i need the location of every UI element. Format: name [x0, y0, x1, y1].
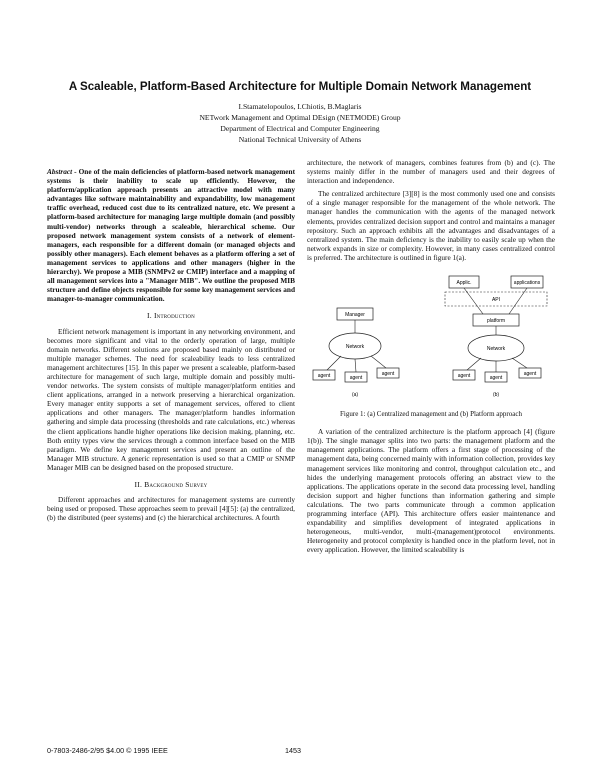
section-heading-introduction: I. Introduction: [147, 311, 195, 321]
right-paragraph-2: The centralized architecture [3][8] is the most commonly used one and consists of a single manager responsible for the management of the whole network. The manager handles the communication with the agents of the managed network elements, provides centralized decision support and control and maintains a manager repository. Such an approach exhibits all the advantages and disadvantages of a centralized system. The main deficiency is the inability to easily scale up when the network expands in size or complexity. However, in many cases centralized control is preferred. The architecture is outlined in figure 1(a).: [307, 189, 555, 262]
left-column: [47, 167, 295, 526]
abstract: [47, 167, 295, 303]
figure-1a-label: (a): [351, 392, 359, 399]
link-a-3: [355, 359, 356, 372]
author-block: [120, 101, 480, 145]
author-university: National Technical University of Athens: [238, 135, 362, 144]
figure-1-diagram: [307, 268, 555, 408]
agent-label-a3: agent: [381, 371, 395, 378]
agent-label-b1: agent: [457, 373, 471, 380]
agent-label-b3: agent: [523, 371, 537, 378]
api-label: API: [491, 297, 501, 304]
right-paragraph-3: A variation of the centralized architecture is the platform approach [4] (figure 1(b)). The single manager splits into two parts: the management platform and the management applications. The platform offers a first stage of processing of the management data, being concerned mainly with information collection, provides key management services like monitoring and control, throughput calculation etc., and hides the underlying management protocols offering an abstract view to the applications. The applications operate in the second data processing level, handling decision support and higher functions than information gathering and simple calculations. The two parts communicate through a common application programming interface (API). This architecture offers easier maintenance and expandability and simplifies development of integrated applications in heterogeneous, multi-vendor, multi-(management)protocol environments. Heterogeneity and protocol complexity is handled once in the platform level, not in every application. However, the limited scaleability is: [307, 427, 555, 555]
link-b-6: [512, 358, 527, 368]
abstract-text: - One of the main deficiencies of platform-based network management systems is their inability to scale up efficiently. However, the platform/application approach presents an attractive model with many advantages like software maintainability and expandability, low management traffic overhead, reduced cost due to its centralized nature, etc. We present a platform-based architecture for managing large multiple domain (and possibly multi-vendor) networks through a scaleable, hierarchical scheme. Our proposed network management system consists of a network of element-managers, each responsible for a different domain (or managed objects and possibly other managers). Each element behaves as a platform offering a set of management services to applications and other managers (higher in the hierarchy). We propose a MIB (SNMPv2 or CMIP) interface and a mapping of all management services into a "Manager MIB". We outline the proposed MIB structure and define objects responsible for some key management services and manager-to-manager communication.: [47, 167, 295, 304]
right-paragraph-1: architecture, the network of managers, combines features from (b) and (c). The systems mainly differ in the number of managers used and their degrees of interaction and independence.: [307, 158, 555, 186]
figure-1: [307, 268, 555, 408]
abstract-label: Abstract: [47, 167, 73, 176]
page-number: 1453: [285, 746, 301, 755]
author-department: Department of Electrical and Computer Engineering: [220, 124, 380, 133]
figure-1b-label: (b): [492, 392, 500, 399]
link-a-2: [327, 356, 341, 370]
background-paragraph: Different approaches and architectures for management systems are currently being used or proposed. These approaches seem to prevail [4][5]: (a) the centralized, (b) the distributed (peer systems) and (c) the hierarchical architectures. A fourth: [47, 495, 295, 523]
figure-1b: [445, 276, 547, 398]
author-group: NETwork Management and Optimal DEsign (NETMODE) Group: [199, 113, 401, 122]
link-b-4: [467, 358, 481, 370]
platform-label: platform: [486, 318, 506, 325]
figure-1a: [313, 308, 399, 398]
introduction-paragraph: Efficient network management is important in any networking environment, and becomes more significant and vital to the orderly operation of large, multiple domain networks. Different solutions are proposed based mainly on distributed or multiple manager schemes. The need for scaleability leads to less centralized management architectures [15]. In this paper we present a scaleable, platform-based architecture for management of such large, multiple domain and possibly multi-vendor networks. The system consists of multiple manager/platform entities and client applications, arranged in a network preserving a hierarchical organization. Every manager entity supports a set of management services, offered to client applications and other managers. The manager/platform handles information gathering and simple data processing (thresholds and rate calculations, etc.) whereas the client applications handle higher operations like decision making, planning, etc. Both entity types view the services through a common interface based on the MIB paradigm. We define key management services and present an outline of the Manager MIB structure. A generic representation is used so that a CMIP or SNMP Manager MIB can be designed based on the proposed structure.: [47, 326, 295, 472]
network-label-b: Network: [486, 346, 506, 353]
link-a-4: [371, 356, 386, 368]
right-column: [307, 158, 555, 558]
network-label-a: Network: [345, 344, 365, 351]
agent-label-b2: agent: [489, 375, 503, 382]
footer-isbn: 0-7803-2486-2/95 $4.00 © 1995 IEEE: [47, 746, 168, 755]
paper-title: A Scaleable, Platform-Based Architecture for Multiple Domain Network Management: [68, 80, 532, 93]
applic-label-1: Applic.: [456, 280, 472, 287]
agent-label-a2: agent: [349, 375, 363, 382]
manager-label-a: Manager: [345, 312, 365, 319]
author-names: I.Stamatelopoulos, I.Chiotis, B.Maglaris: [238, 102, 362, 111]
agent-label-a1: agent: [317, 373, 331, 380]
applic-label-2: applications: [513, 280, 541, 287]
section-heading-background: II. Background Survey: [134, 480, 208, 489]
figure-1-caption: Figure 1: (a) Centralized management and (b) Platform approach: [340, 410, 522, 419]
